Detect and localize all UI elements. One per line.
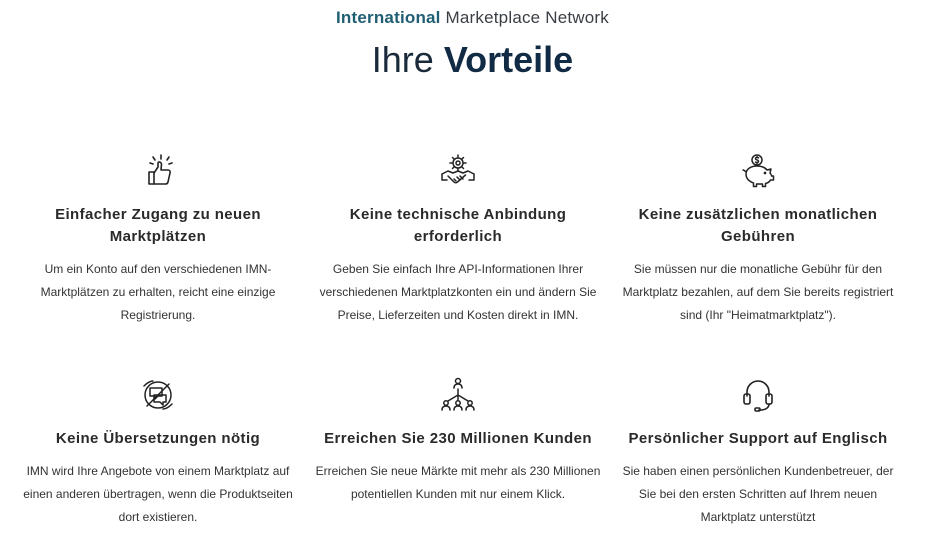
feature-title: Persönlicher Support auf Englisch xyxy=(628,430,888,447)
thumbs-up-icon xyxy=(139,152,177,190)
eyebrow-accent: International xyxy=(336,8,441,27)
feature-text: Sie müssen nur die monatliche Gebühr für den Marktplatz bezahlen, auf dem Sie bereits registriert sind (Ihr "Heimatmarktplatz"). xyxy=(622,262,894,322)
feature-text: Sie haben einen persönlichen Kundenbetreuer, der Sie bei den ersten Schritten auf Ihrem neuen Marktplatz unterstützt xyxy=(622,464,894,524)
feature-support xyxy=(608,376,908,529)
customers-network-icon xyxy=(439,376,477,414)
feature-text: Erreichen Sie neue Märkte mit mehr als 230 Millionen potentiellen Kunden mit nur einem Klick. xyxy=(315,464,601,501)
title-light: Ihre xyxy=(371,39,444,80)
piggy-bank-icon xyxy=(739,152,777,190)
feature-title: Einfacher Zugang zu neuen Marktplätzen xyxy=(55,206,261,245)
feature-text: Geben Sie einfach Ihre API-Informationen Ihrer verschiedenen Marktplatzkonten ein und ändern Sie Preise, Lieferzeiten und Kosten direkt in IMN. xyxy=(319,262,597,322)
feature-text: IMN wird Ihre Angebote von einem Marktplatz auf einen anderen übertragen, wenn die Produktseiten dort existieren. xyxy=(23,464,293,524)
feature-title: Keine Übersetzungen nötig xyxy=(55,430,261,447)
page-title xyxy=(0,36,945,84)
feature-title: Keine technische Anbindung erforderlich xyxy=(349,206,567,245)
section-eyebrow xyxy=(0,8,945,28)
feature-no-translation xyxy=(8,376,308,529)
feature-text: Um ein Konto auf den verschiedenen IMN-Marktplätzen zu erhalten, reicht eine einzige Registrierung. xyxy=(40,262,276,322)
feature-easy-access xyxy=(8,152,308,327)
no-translation-icon xyxy=(139,376,177,414)
feature-no-fees xyxy=(608,152,908,327)
eyebrow-rest: Marketplace Network xyxy=(440,8,609,27)
handshake-gear-icon xyxy=(439,152,477,190)
title-bold: Vorteile xyxy=(443,39,574,80)
feature-no-integration xyxy=(308,152,608,327)
headset-icon xyxy=(739,376,777,414)
feature-title: Erreichen Sie 230 Millionen Kunden xyxy=(324,430,592,447)
feature-reach-customers xyxy=(308,376,608,506)
feature-title: Keine zusätzlichen monatlichen Gebühren xyxy=(638,206,878,245)
